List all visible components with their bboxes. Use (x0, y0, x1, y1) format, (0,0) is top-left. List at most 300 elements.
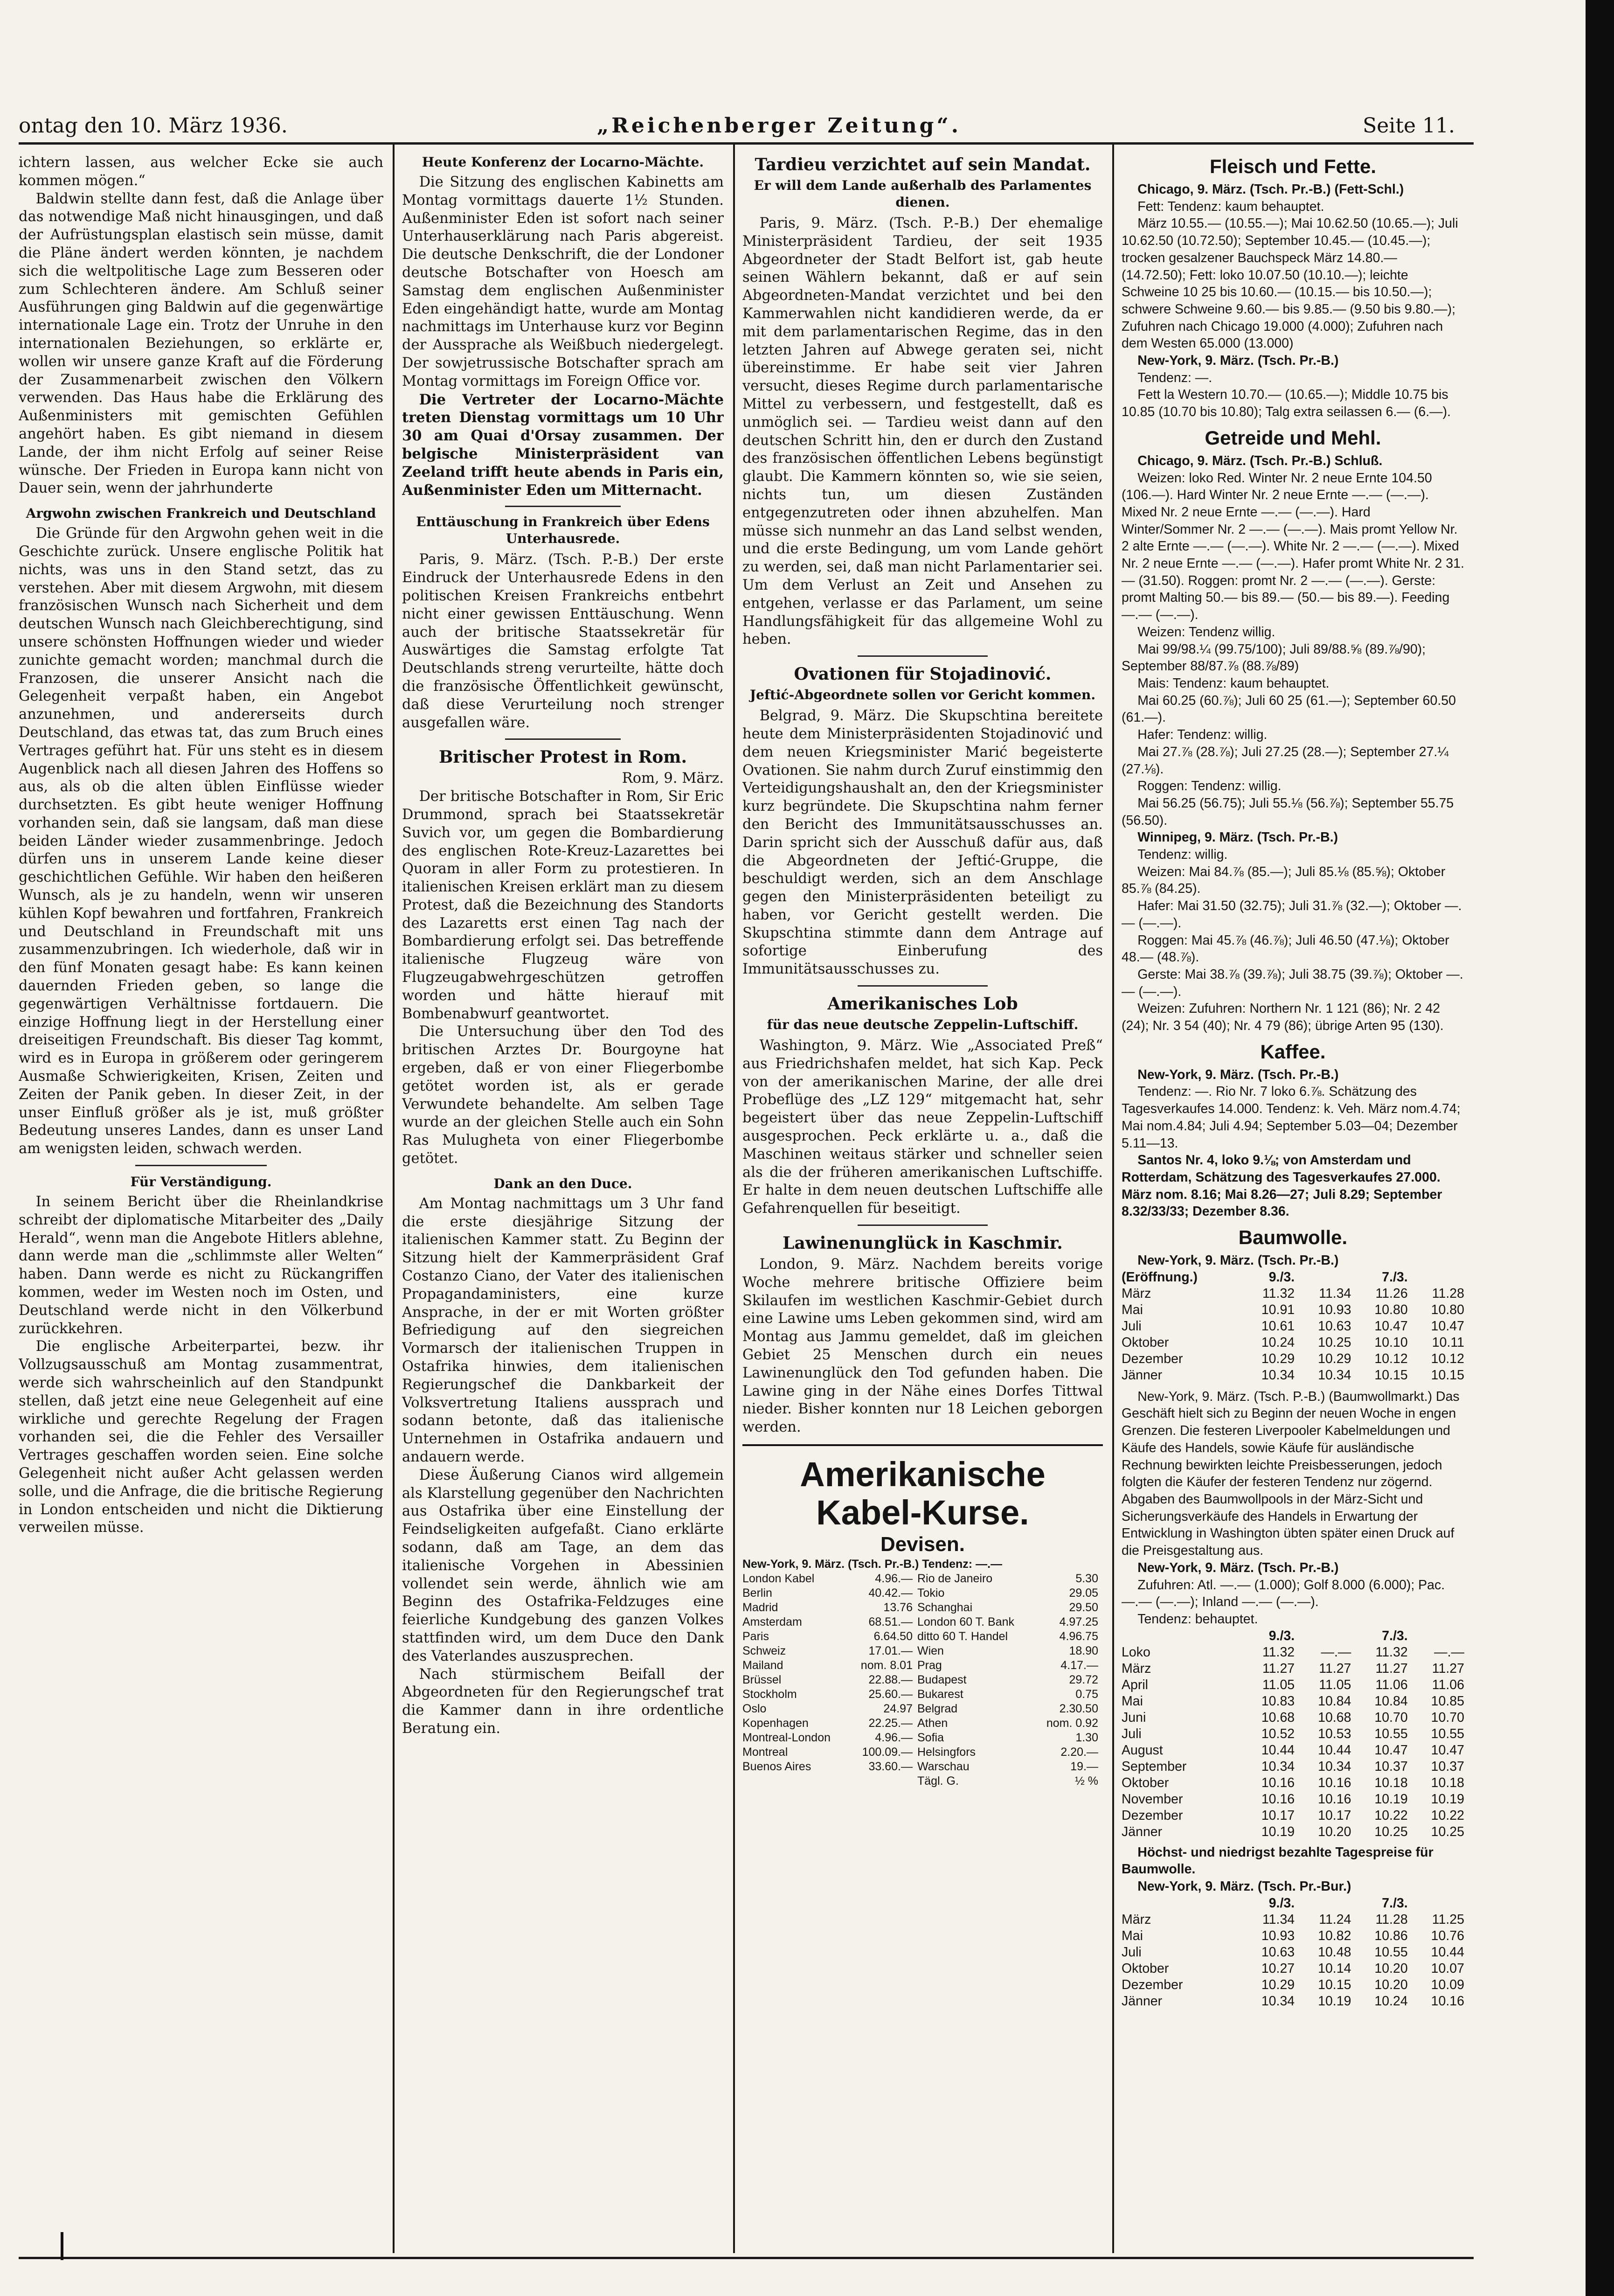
market-line: Fett: Tendenz: kaum behauptet. (1137, 199, 1324, 214)
market-line: Höchst- und niedrigst bezahlte Tagespreise für Baumwolle. (1122, 1844, 1434, 1877)
table-cell: 10.52 (1261, 1726, 1295, 1741)
market-line: New-York, 9. März. (Tsch. Pr.-Bur.) (1137, 1879, 1351, 1894)
table-cell: Tägl. G. (917, 1774, 959, 1788)
table-cell: 11.06 (1432, 1677, 1464, 1692)
table-cell: Dezember (1122, 1351, 1183, 1366)
market-line: Roggen: Mai 45.⅞ (46.⅞); Juli 46.50 (47.⅛); Oktober 48.— (48.⅞). (1122, 932, 1449, 965)
paragraph: Die Untersuchung über den Tod des britischen Arztes Dr. Bourgoyne hat ergeben, daß er von einer Fliegerbombe getötet worden ist, als er gerade Verwundete behandelte. Am selben Tage wurde an der gleichen Stelle auch ein Sohn Ras Mulugheta von einer Fliegerbombe getötet. (402, 1023, 724, 1167)
table-cell: Amsterdam (742, 1615, 802, 1629)
market-heading: Baumwolle. (1238, 1226, 1348, 1249)
table-cell: 68.51.— (868, 1615, 913, 1629)
table-row (1122, 1677, 1464, 1693)
table-cell: Kopenhagen (742, 1717, 809, 1730)
table-cell: 10.63 (1318, 1318, 1351, 1334)
table-cell: 10.37 (1374, 1759, 1408, 1774)
table-row (742, 1644, 1103, 1658)
table-header-cell (1408, 1269, 1464, 1286)
market-line: New-York, 9. März. (Tsch. Pr.-B.) (1137, 353, 1339, 369)
table-header-cell: 7./3. (1382, 1895, 1408, 1911)
table-header-cell (1122, 1895, 1238, 1912)
header-date: ontag den 10. März 1936. (19, 114, 288, 138)
table-cell: 10.47 (1431, 1742, 1464, 1758)
table-cell: 11.34 (1262, 1912, 1295, 1927)
market-text (1122, 181, 1464, 421)
table-cell: 10.10 (1374, 1335, 1408, 1350)
market-line: New-York, 9. März. (Tsch. Pr.-B.) (1137, 1560, 1339, 1575)
table-cell: 4.17.— (1060, 1659, 1098, 1672)
table-row (1122, 1912, 1464, 1928)
table-header-cell (1122, 1628, 1238, 1644)
devisen-table (742, 1572, 1103, 1788)
table-cell: Montreal (742, 1746, 788, 1759)
cable-rates-title: Amerikanische Kabel-Kurse. (800, 1455, 1046, 1532)
table-cell: 10.19 (1431, 1791, 1464, 1807)
cotton-table-highlow (1122, 1895, 1464, 2010)
table-cell: 1.30 (1075, 1731, 1098, 1745)
market-line: März 10.55.— (10.55.—); Mai 10.62.50 (10.65.—); Juli 10.62.50 (10.72.50); September 10.45.— (10.45.—); trocken gesalzener Bauchspeck März 14.80.— (14.72.50); Fett: loko 10.07.50 (10.10.—); leichte Schweine 10 25 bis 10.60.— (10.15.— bis 10.50.—); schwere Schweine 9.60.— bis 9.85.— (9.50 bis 9.80.—); Zufuhren nach Chicago 19.000 (4.000); Zufuhren nach dem Westen 65.000 (13.000) (1122, 216, 1458, 351)
table-row (1122, 1302, 1464, 1318)
table-cell: 10.12 (1374, 1351, 1408, 1366)
market-text (1122, 452, 1464, 1035)
paragraph: Nach stürmischem Beifall der Abgeordneten für den Regierungschef trat die Kammer dann in ihre ordentliche Beratung ein. (402, 1666, 724, 1737)
market-line: Chicago, 9. März. (Tsch. Pr.-B.) Schluß. (1137, 453, 1383, 468)
table-header-cell (1295, 1895, 1351, 1912)
table-cell: 13.76 (883, 1601, 913, 1614)
table-row (1122, 1993, 1464, 2010)
table-header-cell: 9./3. (1268, 1628, 1295, 1643)
market-line: Tendenz: —. (1137, 370, 1212, 385)
table-cell: 10.84 (1318, 1693, 1351, 1709)
table-cell: Wien (917, 1644, 944, 1658)
table-cell: 10.86 (1374, 1928, 1408, 1943)
separator (858, 1225, 987, 1226)
table-header-cell (1408, 1628, 1464, 1644)
scan-mark (61, 2232, 63, 2260)
section-heading: Für Verständigung. (130, 1174, 272, 1190)
table-cell: März (1122, 1286, 1151, 1301)
header-rule (19, 142, 1474, 145)
market-line: Hafer: Tendenz: willig. (1137, 727, 1268, 743)
table-cell: Jänner (1122, 1367, 1163, 1383)
market-line: Weizen: Mai 84.⅞ (85.—); Juli 85.⅛ (85.⅝); Oktober 85.⅞ (84.25). (1122, 864, 1446, 897)
table-cell: —.— (1434, 1644, 1464, 1660)
table-cell: 10.24 (1374, 1993, 1408, 2009)
table-cell: 11.27 (1432, 1661, 1464, 1676)
table-cell: Mai (1122, 1928, 1143, 1943)
market-line: Zufuhren: Atl. —.— (1.000); Golf 8.000 (6.000); Pac. —.— (—.—); Inland —.— (—.—). (1122, 1577, 1445, 1610)
paragraph: Belgrad, 9. März. Die Skupschtina bereitete heute dem Ministerpräsidenten Stojadinović und dem neuen Kriegsminister Marić begeisterte Ovationen. Sie nahm durch Zuruf einstimmig den Verteidigungshaushalt an, den der Kriegsminister kurz begründete. Die Skupschtina nahm ferner den Bericht des Immunitätsausschusses an. Darin spricht sich der Ausschuß dafür aus, daß die Abgeordneten der Jeftić-Gruppe, die beschuldigt werden, sich an dem Anschlage gegen den Ministerpräsidenten beteiligt zu haben, vor Gericht gestellt werden. Die Skupschtina stimmte dann dem Antrage auf sofortige Einberufung des Immunitätsausschusses zu. (742, 708, 1103, 978)
table-cell: 2.30.50 (1059, 1702, 1098, 1716)
table-header-cell (1295, 1628, 1351, 1644)
table-cell: 11.32 (1262, 1286, 1295, 1301)
table-row (1122, 1286, 1464, 1302)
table-row (1122, 1644, 1464, 1661)
table-row (742, 1687, 1103, 1702)
separator (505, 738, 621, 740)
table-cell: 10.18 (1374, 1775, 1408, 1790)
table-cell: 11.25 (1432, 1912, 1464, 1927)
paragraph: Die Sitzung des englischen Kabinetts am Montag vormittags dauerte 1½ Stunden. Außenminister Eden ist sofort nach seiner Unterhauserklärung nach Paris abgereist. Die deutsche Denkschrift, die der Londoner deutsche Botschafter von Hoesch am Samstag dem englischen Außenminister Eden eingehändigt hatte, wurde am Montag nachmittags im Unterhause kurz vor Beginn der Aussprache als Weißbuch niedergelegt. Der sowjetrussische Botschafter sprach am Montag vormittags im Foreign Office vor. (402, 174, 724, 390)
article-heading: Heute Konferenz der Locarno-Mächte. (422, 154, 704, 170)
table-row (742, 1673, 1103, 1687)
table-cell: 10.29 (1318, 1351, 1351, 1366)
table-cell: 10.76 (1431, 1928, 1464, 1943)
paragraph: Die Vertreter der Locarno-Mächte treten Dienstag vormittags um 10 Uhr 30 am Quai d'Orsay zusammen. Der belgische Ministerpräsident van Zeeland trifft heute abends in Paris ein, Außenminister Eden um Mitternacht. (402, 391, 724, 499)
table-cell: 10.93 (1318, 1302, 1351, 1317)
table-row (1122, 1710, 1464, 1726)
table-cell: 19.— (1070, 1760, 1098, 1774)
table-cell: 10.53 (1318, 1726, 1351, 1741)
paragraph: London, 9. März. Nachdem bereits vorige Woche mehrere britische Offiziere beim Skilaufen im westlichen Kaschmir-Gebiet durch eine Lawine ums Leben gekommen sind, wird am Montag aus Jammu gemeldet, daß im gleichen Gebiet 25 Menschen durch ein neues Lawinenunglück den Tod gefunden haben. Die Lawine ging in der Nähe eines Dorfes Tittwal nieder. Bisher konnten nur 18 Leichen geborgen werden. (742, 1256, 1103, 1436)
table-cell: Juli (1122, 1318, 1142, 1334)
table-cell: Rio de Janeiro (917, 1572, 993, 1586)
separator (135, 1165, 267, 1166)
table-cell: 10.34 (1261, 1993, 1295, 2009)
table-cell: 10.27 (1261, 1961, 1295, 1976)
table-cell: nom. 0.92 (1046, 1717, 1098, 1730)
table-cell: 11.27 (1262, 1661, 1295, 1676)
header-page-number: Seite 11. (1363, 114, 1455, 138)
table-row (742, 1716, 1103, 1731)
table-cell: 10.07 (1431, 1961, 1464, 1976)
market-line: Tendenz: behauptet. (1137, 1611, 1258, 1627)
table-cell: Oktober (1122, 1775, 1169, 1790)
table-cell: 100.09.— (862, 1746, 913, 1759)
table-cell: 10.34 (1318, 1759, 1351, 1774)
paragraph: Am Montag nachmittags um 3 Uhr fand die erste diesjährige Sitzung der italienischen Kammer statt. Zu Beginn der Sitzung hielt der Kammerpräsident Graf Costanzo Ciano, der Vater des italienischen Propagandaministers, eine kurze Ansprache, in der er mit Worten größter Befriedigung auf den siegreichen Vormarsch der italienischen Truppen in Ostafrika hinwies, dem italienischen Regierungschef die Dankbarkeit der Volksvertretung Italiens aussprach und sodann betonte, daß das italienische Unternehmen in Ostafrika andauern und andauern werde. (402, 1195, 724, 1465)
table-cell: 10.44 (1318, 1742, 1351, 1758)
table-cell: 10.20 (1374, 1961, 1408, 1976)
table-cell: Juli (1122, 1726, 1142, 1741)
table-cell: 11.32 (1375, 1644, 1408, 1660)
market-heading: Fleisch und Fette. (1209, 155, 1377, 177)
table-cell: 10.29 (1261, 1977, 1295, 1992)
table-cell: Warschau (917, 1760, 970, 1774)
market-line: Mai 60.25 (60.⅞); Juli 60 25 (61.—); September 60.50 (61.—). (1122, 693, 1456, 725)
table-cell: 10.68 (1261, 1710, 1295, 1725)
table-header-cell (1295, 1269, 1351, 1286)
table-cell: 10.29 (1261, 1351, 1295, 1366)
table-cell: 11.24 (1319, 1912, 1351, 1927)
table-cell (849, 1774, 917, 1788)
table-cell: 11.34 (1319, 1286, 1351, 1301)
table-cell: Bukarest (917, 1688, 963, 1701)
table-cell: 10.16 (1261, 1791, 1295, 1807)
table-cell: 10.61 (1261, 1318, 1295, 1334)
table-cell: 10.80 (1431, 1302, 1464, 1317)
table-row (1122, 1693, 1464, 1710)
cable-rates-subtitle: Devisen. (880, 1533, 965, 1556)
table-cell: 11.32 (1262, 1644, 1295, 1660)
column-3 (742, 154, 1103, 2244)
table-cell: 10.14 (1318, 1961, 1351, 1976)
table-cell: 10.24 (1261, 1335, 1295, 1350)
table-cell: 29.50 (1069, 1601, 1098, 1614)
table-row (1122, 1928, 1464, 1944)
table-cell: 5.30 (1075, 1572, 1098, 1586)
table-cell: London Kabel (742, 1572, 815, 1586)
market-line: Hafer: Mai 31.50 (32.75); Juli 31.⅞ (32.—); Oktober —.— (—.—). (1122, 898, 1462, 931)
table-header-cell: 9./3. (1268, 1895, 1295, 1911)
market-line: Weizen: Tendenz willig. (1137, 624, 1275, 640)
table-header-cell: 9./3. (1268, 1269, 1295, 1285)
table-row (1122, 1726, 1464, 1742)
table-row (742, 1760, 1103, 1774)
table-cell: 10.47 (1374, 1318, 1408, 1334)
paragraph: Die englische Arbeiterpartei, bezw. ihr Vollzugsausschuß am Montag zusammentrat, werde sich wahrscheinlich auf den Standpunkt stellen, daß jetzt eine neue Gelegenheit auf eine wirkliche und gerechte Regelung der Fragen vorhanden sei, die die Fehler des Versailler Vertrages geschaffen worden seien. Eine solche Gelegenheit nicht außer Acht gelassen werden solle, und die Anfrage, die die britische Regierung in London entscheiden und nicht die Diktierung verweilen müsse. (19, 1338, 383, 1536)
table-cell: Mai (1122, 1302, 1143, 1317)
table-cell: 10.16 (1318, 1791, 1351, 1807)
table-cell: Mailand (742, 1659, 783, 1672)
table-cell: 10.11 (1432, 1335, 1464, 1350)
table-cell: 11.06 (1375, 1677, 1408, 1692)
cotton-table-opening (1122, 1269, 1464, 1384)
table-cell: Stockholm (742, 1688, 797, 1701)
table-row (1122, 1335, 1464, 1351)
table-cell: 4.97.25 (1059, 1615, 1098, 1629)
market-line: Gerste: Mai 38.⅞ (39.⅞); Juli 38.75 (39.⅞); Oktober —.— (—.—). (1122, 967, 1463, 999)
table-cell: 6.64.50 (873, 1630, 913, 1643)
table-cell: 4.96.75 (1059, 1630, 1098, 1643)
paragraph: Baldwin stellte dann fest, daß die Anlage über das notwendige Maß nicht hinausgingen, und daß der Aufrüstungsplan elastisch sein müsse, damit die Pläne ändert werden könnten, je nachdem sich die weltpolitische Lage zum Besseren oder zum Schlechteren ändere. Am Schluß seiner Ausführungen ging Baldwin auf die gegenwärtige internationale Lage ein. Trotz der Unruhe in den internationalen Beziehungen, so erklärte er, wollen wir unsere ganze Kraft auf die Förderung der Zusammenarbeit zwischen den Völkern verwenden. Das Haus habe die Erklärung des Außenministers mit gemischten Gefühlen angehört haben. Es gibt niemand in diesem Lande, der ihm nicht Erfolg auf seiner Reise wünsche. Der Frieden in Europa kann nicht von Dauer sein, wenn der jahrhunderte (19, 190, 383, 497)
table-cell: Budapest (917, 1673, 967, 1687)
table-row (742, 1658, 1103, 1673)
market-line: New-York, 9. März. (Tsch. Pr.-B.) (1137, 1253, 1339, 1268)
table-cell: 10.55 (1374, 1944, 1408, 1960)
paragraph: Washington, 9. März. Wie „Associated Preß“ aus Friedrichshafen meldet, hat sich Kap. Peck von der amerikanischen Marine, der alle drei Probeflüge des „LZ 129“ mitgemacht hat, sehr begeistert über das neue Zeppelin-Luftschiff ausgesprochen. Peck erklärte u. a., daß die Maschinen weitaus stärker und schneller seien als die der früheren amerikanischen Luftschiffe. Er halte in dem neuen deutschen Luftschiffe alle Gefahrenquellen für beseitigt. (742, 1037, 1103, 1217)
market-report: New-York, 9. März. (Tsch. P.-B.) (Baumwollmarkt.) Das Geschäft hielt sich zu Beginn der neuen Woche in engen Grenzen. Die festeren Liverpooler Kabelmeldungen und Käufe des Handels, sowie Käufe für ausländische Rechnung bewirkten leichte Preisbesserungen, jedoch folgten die Käufer der festeren Tendenz nur zögernd. Abgaben des Baumwollpools in der März-Sicht und Sicherungsverkäufe des Handels in Erwartung der Entwicklung in Washington übten später einen Druck auf die Preisgestaltung aus. (1122, 1389, 1460, 1558)
column-1 (19, 154, 383, 2244)
article-heading: Britischer Protest in Rom. (438, 747, 687, 767)
article-heading: Ovationen für Stojadinović. (794, 664, 1052, 684)
table-cell: Helsingfors (917, 1746, 976, 1759)
table-cell: 10.85 (1431, 1693, 1464, 1709)
table-row (1122, 1318, 1464, 1335)
table-cell: 10.55 (1374, 1726, 1408, 1741)
table-cell: Oktober (1122, 1961, 1169, 1976)
column-divider (1112, 145, 1114, 2253)
header-masthead: „Reichenberger Zeitung“. (597, 114, 962, 138)
table-cell: Oslo (742, 1702, 767, 1716)
table-cell: Mai (1122, 1693, 1143, 1709)
cable-rates-line: New-York, 9. März. (Tsch. Pr.-B.) Tendenz: —.— (742, 1558, 1003, 1571)
table-cell: Buenos Aires (742, 1760, 811, 1774)
table-cell: 10.44 (1431, 1944, 1464, 1960)
table-cell: 10.19 (1261, 1824, 1295, 1839)
table-cell: 4.96.— (875, 1731, 913, 1745)
table-header-cell: 7./3. (1382, 1628, 1408, 1643)
table-cell: Jänner (1122, 1993, 1163, 2009)
table-header-row (1122, 1628, 1464, 1644)
table-cell: 10.25 (1431, 1824, 1464, 1839)
market-line: Roggen: Tendenz: willig. (1137, 779, 1282, 794)
table-cell: ditto 60 T. Handel (917, 1630, 1008, 1643)
table-cell: März (1122, 1661, 1151, 1676)
table-cell: 10.17 (1318, 1808, 1351, 1823)
table-cell: 24.97 (883, 1702, 913, 1716)
table-cell: 10.47 (1374, 1742, 1408, 1758)
table-cell (742, 1774, 849, 1788)
table-cell: 10.16 (1318, 1775, 1351, 1790)
market-line: Chicago, 9. März. (Tsch. Pr.-B.) (Fett-Schl.) (1137, 182, 1404, 197)
table-row (1122, 1977, 1464, 1993)
table-cell: November (1122, 1791, 1183, 1807)
cotton-table-close (1122, 1628, 1464, 1840)
market-line: Winnipeg, 9. März. (Tsch. Pr.-B.) (1137, 830, 1338, 845)
table-cell: 29.72 (1069, 1673, 1098, 1687)
table-cell: 10.80 (1374, 1302, 1408, 1317)
footer-rule (19, 2257, 1474, 2259)
table-row (1122, 1367, 1464, 1384)
market-line: Tendenz: —. Rio Nr. 7 loko 6.⅞. Schätzung des Tagesverkaufes 14.000. Tendenz: k. Veh. März nom.4.74; Mai nom.4.84; Juli 4.94; September 5.03—04; Dezember 5.11—13. (1122, 1084, 1461, 1151)
table-cell: 10.91 (1261, 1302, 1295, 1317)
market-line: Tendenz: willig. (1137, 847, 1228, 863)
table-cell: 17.01.— (868, 1644, 913, 1658)
market-line: Weizen: loko Red. Winter Nr. 2 neue Ernte 104.50 (106.—). Hard Winter Nr. 2 neue Ernte —.— (—.—). Mixed Nr. 2 neue Ernte —.— (—.—). Hard Winter/Sommer Nr. 2 —.— (—.—). Mais promt Yellow Nr. 2 alte Ernte —.— (—.—). White Nr. 2 —.— (—.—). Mixed Nr. 2 neue Ernte —.— (—.—). Hafer promt White Nr. 2 31.— (31.50). Roggen: promt Nr. 2 —.— (—.—). Gerste: promt Malting 50.— bis 89.— (50.— bis 89.—). Feeding —.— (—.—). (1122, 470, 1464, 623)
paragraph: In seinem Bericht über die Rheinlandkrise schreibt der diplomatische Mitarbeiter des „Daily Herald“, wenn man die Angebote Hitlers ablehne, dann werde man die „schlimmste aller Welten“ haben. Dann werde es nicht zu Rückangriffen kommen, weder im Westen noch im Osten, und Deutschland werde nicht in den Völkerbund zurückkehren. (19, 1194, 383, 1337)
dateline: Rom, 9. März. (622, 770, 724, 787)
market-line: Mai 99/98.¼ (99.75/100); Juli 89/88.⅝ (89.⅞/90); September 88/87.⅞ (88.⅞/89) (1122, 641, 1426, 674)
table-cell: 10.22 (1374, 1808, 1408, 1823)
table-cell: 33.60.— (868, 1760, 913, 1774)
article-subheading: für das neue deutsche Zeppelin-Luftschiff. (767, 1017, 1079, 1033)
table-cell: Tokio (917, 1586, 945, 1600)
table-cell: 10.63 (1261, 1944, 1295, 1960)
table-row (742, 1572, 1103, 1586)
table-header-row (1122, 1269, 1464, 1286)
table-cell: 10.20 (1374, 1977, 1408, 1992)
table-cell: Paris (742, 1630, 769, 1643)
table-cell: 10.25 (1318, 1335, 1351, 1350)
section-heading: Enttäuschung in Frankreich über Edens Unterhausrede. (416, 514, 710, 547)
table-cell: Juli (1122, 1944, 1142, 1960)
table-row (1122, 1661, 1464, 1677)
table-row (742, 1615, 1103, 1629)
table-row (1122, 1759, 1464, 1775)
table-cell: 10.15 (1374, 1367, 1408, 1383)
column-2 (402, 154, 724, 2244)
table-cell: 25.60.— (868, 1688, 913, 1701)
table-cell: 10.93 (1261, 1928, 1295, 1943)
article-heading: Amerikanisches Lob (827, 994, 1018, 1014)
article-subheading: Er will dem Lande außerhalb des Parlamentes dienen. (754, 178, 1092, 210)
column-divider (393, 145, 395, 2253)
table-cell: 11.05 (1319, 1677, 1351, 1692)
table-cell: 10.70 (1374, 1710, 1408, 1725)
column-divider (733, 145, 735, 2253)
table-cell: 10.44 (1261, 1742, 1295, 1758)
table-row (1122, 1944, 1464, 1961)
paragraph: Paris, 9. März. (Tsch. P.-B.) Der erste Eindruck der Unterhausrede Edens in den politischen Kreisen Frankreichs entbehrt nicht einer gewissen Enttäuschung. Wenn auch der britische Staatssekretär für Auswärtiges die Samstag erfolgte Tat Deutschlands streng verurteilte, hätte doch die französische Öffentlichkeit gewünscht, daß diese Verurteilung noch strenger ausgefallen wäre. (402, 551, 724, 731)
table-cell: 10.15 (1431, 1367, 1464, 1383)
table-cell: 10.16 (1261, 1775, 1295, 1790)
article-heading: Lawinenunglück in Kaschmir. (783, 1233, 1063, 1253)
separator (858, 985, 987, 987)
table-cell: 2.20.— (1060, 1746, 1098, 1759)
table-cell: 10.20 (1318, 1824, 1351, 1839)
table-cell: 11.28 (1432, 1286, 1464, 1301)
table-cell: 10.09 (1431, 1977, 1464, 1992)
table-cell: Schanghai (917, 1601, 973, 1614)
table-cell: Brüssel (742, 1673, 782, 1687)
table-cell: Berlin (742, 1586, 772, 1600)
separator (858, 655, 987, 657)
table-cell: Sofia (917, 1731, 944, 1745)
table-cell: 10.48 (1318, 1944, 1351, 1960)
table-cell: 10.34 (1261, 1759, 1295, 1774)
table-cell: Schweiz (742, 1644, 786, 1658)
table-cell: Athen (917, 1717, 948, 1730)
paragraph: Der britische Botschafter in Rom, Sir Eric Drummond, sprach bei Staatssekretär Suvich vor, um gegen die Bombardierung des englischen Rote-Kreuz-Lazarettes bei Quoram in aller Form zu protestieren. In italienischen Kreisen erklärt man zu diesem Protest, daß die Bezeichnung des Standorts des Lazaretts erst einen Tag nach der Bombardierung erfolgt sei. Das betreffende italienische Flugzeug wäre von Flugzeugabwehrgeschützen getroffen worden und hätte hierauf mit Bombenabwurf geantwortet. (402, 788, 724, 1022)
table-row (742, 1745, 1103, 1760)
table-cell: Dezember (1122, 1808, 1183, 1823)
table-cell: 11.27 (1319, 1661, 1351, 1676)
table-cell: August (1122, 1742, 1163, 1758)
table-cell: 11.28 (1375, 1912, 1408, 1927)
table-cell: 11.05 (1262, 1677, 1295, 1692)
table-row (1122, 1742, 1464, 1759)
table-cell: 29.05 (1069, 1586, 1098, 1600)
table-row (742, 1702, 1103, 1716)
table-cell: 11.26 (1375, 1286, 1408, 1301)
table-row (742, 1586, 1103, 1600)
table-row (1122, 1351, 1464, 1367)
table-cell: 10.55 (1431, 1726, 1464, 1741)
table-cell: Loko (1122, 1644, 1150, 1660)
table-row (742, 1600, 1103, 1615)
market-line: Fett la Western 10.70.— (10.65.—); Middle 10.75 bis 10.85 (10.70 bis 10.80); Talg extra seilassen 6.— (6.—). (1122, 387, 1451, 420)
paragraph: Diese Äußerung Cianos wird allgemein als Klarstellung gegenüber den Nachrichten aus Ostafrika über eine Einstellung der Feindseligkeiten aufgefaßt. Ciano erklärte sodann, daß am Tage, an dem das italienische Vorgehen in Abessinien vollendet sein werde, ähnlich wie am Beginn des Ostafrika-Feldzuges eine feierliche Kundgebung des ganzen Volkes stattfinden wird, um dem Duce den Dank des Vaterlandes auszusprechen. (402, 1467, 724, 1664)
column-4 (1122, 154, 1464, 2244)
table-cell: Belgrad (917, 1702, 958, 1716)
table-cell: 40.42.— (868, 1586, 913, 1600)
table-cell: 10.47 (1431, 1318, 1464, 1334)
table-row (1122, 1808, 1464, 1824)
separator (742, 1444, 1103, 1446)
table-cell: 10.34 (1318, 1367, 1351, 1383)
table-cell: Montreal-London (742, 1731, 831, 1745)
table-cell: Madrid (742, 1601, 778, 1614)
market-line: Santos Nr. 4, loko 9.⅛; von Amsterdam und Rotterdam, Schätzung des Tagesverkaufes 27.000. März nom. 8.16; Mai 8.26—27; Juli 8.29; September 8.32/33/33; Dezember 8.36. (1122, 1153, 1442, 1219)
table-cell: 10.19 (1318, 1993, 1351, 2009)
table-header-cell: (Eröffnung.) (1122, 1269, 1198, 1285)
table-row (742, 1731, 1103, 1745)
page-header (19, 110, 1455, 142)
section-heading: Argwohn zwischen Frankreich und Deutschland (26, 506, 376, 522)
table-cell: 10.15 (1318, 1977, 1351, 1992)
table-row (1122, 1791, 1464, 1808)
market-line: New-York, 9. März. (Tsch. Pr.-B.) (1137, 1067, 1339, 1082)
table-row (742, 1774, 1103, 1788)
table-cell: 10.22 (1431, 1808, 1464, 1823)
table-cell: 10.82 (1318, 1928, 1351, 1943)
table-cell: 0.75 (1075, 1688, 1098, 1701)
table-cell: 22.88.— (868, 1673, 913, 1687)
table-cell: ½ % (1074, 1774, 1098, 1788)
paragraph: Paris, 9. März. (Tsch. P.-B.) Der ehemalige Ministerpräsident Tardieu, der seit 1935 Abgeordneter der Stadt Belfort ist, gab heute seinen Wählern bekannt, daß er auf sein Abgeordneten-Mandat verzichtet und bei den Kammerwahlen nicht kandidieren werde, da er mit dem parlamentarischen Regime, das in den letzten Jahren auf Abwege geraten sei, nicht übereinstimme. Er habe seit vier Jahren versucht, dieses Regime durch parlamentarische Mittel zu verbessern, und festgestellt, daß es unmöglich sei. — Tardieu weist dann auf den deutschen Schritt hin, den er durch den Zustand des französischen öffentlichen Lebens begünstigt glaubt. Die Kammern könnten so, wie sie seien, nichts tun, um diesen Zuständen entgegenzutreten oder ihnen abzuhelfen. Man müsse sich nunmehr an das Land selbst wenden, und die erste Bedingung, um vom Lande gehört zu werden, sei, daß man nicht Parlamentarier sei. Um dem Verlust an Zeit und Ansehen zu entgehen, verlasse er das Parlament, um seine Handlungsfähigkeit für das allgemeine Wohl zu heben. (742, 215, 1103, 648)
article-subheading: Jeftić-Abgeordnete sollen vor Gericht kommen. (749, 687, 1096, 703)
paragraph: Die Gründe für den Argwohn gehen weit in die Geschichte zurück. Unsere englische Politik hat nichts, was uns in den Stand setzt, das zu verstehen. Aber mit diesem Argwohn, mit diesem französischen Wunsch nach Sicherheit und dem deutschen Wunsch nach Gleichberechtigung, sind unsere schönsten Hoffnungen wieder und wieder zunichte gemacht worden; manchmal durch die Franzosen, die unserer Ansicht nach die Gelegenheit verpaßt haben, ein Angebot anzunehmen, und andererseits durch Deutschland, das etwas tat, das zum Bruch eines Vertrages geführt hat. Für uns steht es in diesem Augenblick nach all diesen Jahren des Hoffens so aus, als ob die alten üblen Einflüsse wieder durchsetzten. Es gibt heute weniger Hoffnung vorhanden sein, daß sie langsam, daß man diese beiden Länder wieder zusammenbringe. Jedoch dürfen uns in unserem Lande keine dieser geschichtlichen Gefühle. Wir haben den heißeren Wunsch, als je zu handeln, wenn wir unseren kühlen Kopf bewahren und fortfahren, Frankreich und Deutschland in Freundschaft mit uns zusammenzubringen. Ich wiederhole, daß wir in den fünf Monaten gesagt habe: Es kann keinen dauernden Frieden geben, so lange die gegenwärtigen Verhältnisse fortdauern. Die einzige Hoffnung liegt in der Herstellung einer dreiseitigen Freundschaft. Bis dieser Tag kommt, wird es in Europa in größerem oder geringerem Ausmaße Schwierigkeiten, Krisen, Zeiten und Zeiten der Panik geben. In dieser Zeit, in der unser Einfluß größer als je ist, muß größter Bedeutung unseres Landes, dann es unser Land am wenigsten leiden, schwach werden. (19, 525, 383, 1157)
table-cell: 10.34 (1261, 1367, 1295, 1383)
table-cell: 10.25 (1374, 1824, 1408, 1839)
article-heading: Tardieu verzichtet auf sein Mandat. (755, 155, 1091, 174)
market-line: Mais: Tendenz: kaum behauptet. (1137, 675, 1330, 691)
section-heading: Dank an den Duce. (493, 1176, 632, 1191)
table-cell: London 60 T. Bank (917, 1615, 1015, 1629)
table-header-cell (1408, 1895, 1464, 1912)
paragraph: ichtern lassen, aus welcher Ecke sie auch kommen mögen.“ (19, 154, 383, 189)
market-text (1122, 1066, 1464, 1220)
